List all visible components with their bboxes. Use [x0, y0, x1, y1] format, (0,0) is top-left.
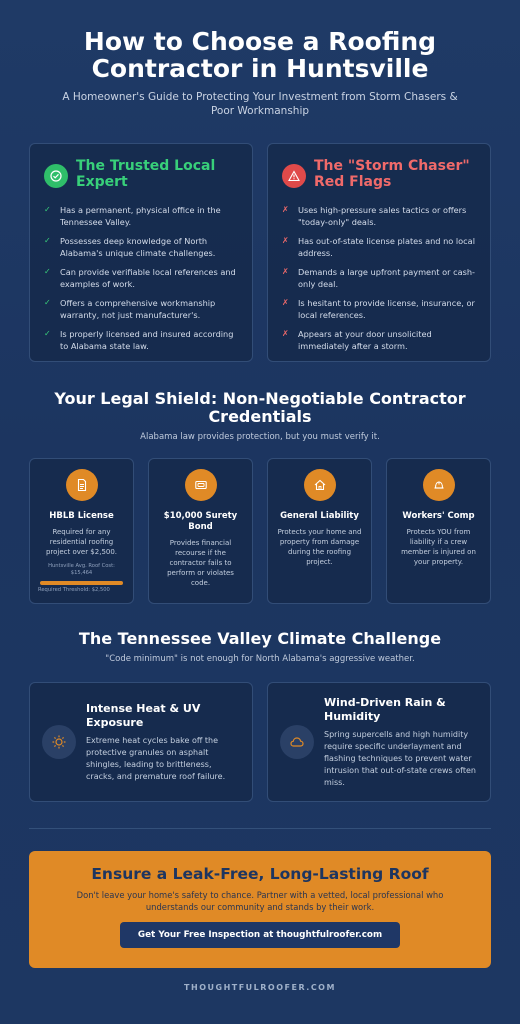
credential-desc: Required for any residential roofing project over $2,500. — [45, 528, 118, 556]
checkmark-icon: ✓ — [44, 236, 51, 245]
sun-icon — [42, 725, 76, 759]
checkmark-icon: ✓ — [44, 205, 51, 214]
credential-title: Workers' Comp — [402, 511, 475, 521]
climate-card-desc: Spring supercells and high humidity require specific underlayment and flashing techniques to prevent water intrusion that out-of-state crews often miss. — [324, 729, 476, 787]
legal-section-heading — [0, 390, 520, 443]
trusted-expert-header — [44, 158, 238, 190]
credential-card-bond — [148, 458, 253, 604]
cta-description: Don't leave your home's safety to chance. Partner with a vetted, local professional who understands our community and stands by their work. — [76, 890, 444, 912]
climate-subtitle: "Code minimum" is not enough for North Alabama's aggressive weather. — [105, 654, 415, 664]
list-item: ✗ Appears at your door unsolicited immediately after a storm. — [282, 329, 432, 351]
checkmark-icon: ✓ — [44, 329, 51, 338]
page-subtitle: A Homeowner's Guide to Protecting Your Investment from Storm Chasers & Poor Workmanship — [62, 91, 458, 117]
list-item: ✗ Has out-of-state license plates and no local address. — [282, 236, 475, 258]
cta-banner — [29, 851, 491, 968]
credential-title: $10,000 Surety Bond — [163, 511, 238, 532]
climate-cards — [29, 682, 491, 802]
climate-card-heat — [29, 682, 253, 802]
avg-cost-note: Huntsville Avg. Roof Cost: $15,464 — [48, 563, 115, 576]
list-item: ✗ Is hesitant to provide license, insurance, or local references. — [282, 298, 475, 320]
cross-icon: ✗ — [282, 267, 289, 276]
climate-card-title: Wind-Driven Rain & Humidity — [324, 695, 446, 723]
page-title: How to Choose a Roofing Contractor in Huntsville — [83, 27, 437, 83]
section-divider — [29, 828, 491, 829]
list-item: ✓ Is properly licensed and insured according to Alabama state law. — [44, 329, 234, 351]
credential-desc: Protects YOU from liability if a crew member is injured on your property. — [401, 528, 476, 566]
credential-title: General Liability — [280, 511, 359, 521]
checkmark-icon: ✓ — [44, 267, 51, 276]
storm-chaser-list — [282, 204, 476, 352]
footer-site-link[interactable]: THOUGHTFULROOFER.COM — [184, 983, 336, 992]
warning-triangle-icon — [282, 164, 306, 188]
climate-card-desc: Extreme heat cycles bake off the protective granules on asphalt shingles, leading to brittleness, cracks, and premature roof failure. — [86, 735, 226, 781]
threshold-bar — [40, 581, 123, 585]
threshold-note: Required Threshold: $2,500 — [38, 587, 110, 593]
list-item: ✓ Has a permanent, physical office in the Tennessee Valley. — [44, 205, 221, 227]
trusted-expert-list — [44, 204, 238, 352]
cross-icon: ✗ — [282, 329, 289, 338]
climate-section-heading — [0, 630, 520, 665]
document-icon — [66, 469, 98, 501]
comparison-section — [29, 143, 491, 362]
cta-title: Ensure a Leak-Free, Long-Lasting Roof — [91, 865, 429, 883]
hard-hat-icon — [423, 469, 455, 501]
cross-icon: ✗ — [282, 205, 289, 214]
check-circle-icon — [44, 164, 68, 188]
climate-title: The Tennessee Valley Climate Challenge — [78, 629, 442, 648]
credential-title: HBLB License — [49, 511, 114, 521]
trusted-expert-title: The Trusted Local Expert — [76, 158, 216, 190]
climate-card-title: Intense Heat & UV Exposure — [86, 701, 201, 729]
home-icon — [304, 469, 336, 501]
cloud-icon — [280, 725, 314, 759]
storm-chaser-header — [282, 158, 476, 190]
list-item: ✓ Possesses deep knowledge of North Alabama's unique climate challenges. — [44, 236, 216, 258]
credentials-section — [29, 458, 491, 604]
climate-card-rain — [267, 682, 491, 802]
credential-desc: Protects your home and property from damage during the roofing project. — [277, 528, 362, 566]
list-item: ✓ Can provide verifiable local references and examples of work. — [44, 267, 236, 289]
storm-chaser-title: The "Storm Chaser" Red Flags — [314, 158, 470, 190]
list-item: ✗ Demands a large upfront payment or cash-only deal. — [282, 267, 476, 289]
storm-chaser-card — [267, 143, 491, 362]
checkmark-icon: ✓ — [44, 298, 51, 307]
credential-desc: Provides financial recourse if the contractor fails to perform or violates code. — [167, 539, 234, 587]
legal-title: Your Legal Shield: Non-Negotiable Contractor Credentials — [54, 389, 466, 426]
cross-icon: ✗ — [282, 236, 289, 245]
money-icon — [185, 469, 217, 501]
trusted-expert-card — [29, 143, 253, 362]
free-inspection-button[interactable]: Get Your Free Inspection at thoughtfulroofer.com — [120, 922, 400, 948]
cross-icon: ✗ — [282, 298, 289, 307]
credential-card-license — [29, 458, 134, 604]
list-item: ✗ Uses high-pressure sales tactics or offers "today-only" deals. — [282, 205, 467, 227]
credential-card-workers-comp — [386, 458, 491, 604]
legal-subtitle: Alabama law provides protection, but you must verify it. — [140, 432, 380, 442]
header — [0, 0, 520, 118]
list-item: ✓ Offers a comprehensive workmanship warranty, not just manufacturer's. — [44, 298, 216, 320]
credential-card-liability — [267, 458, 372, 604]
